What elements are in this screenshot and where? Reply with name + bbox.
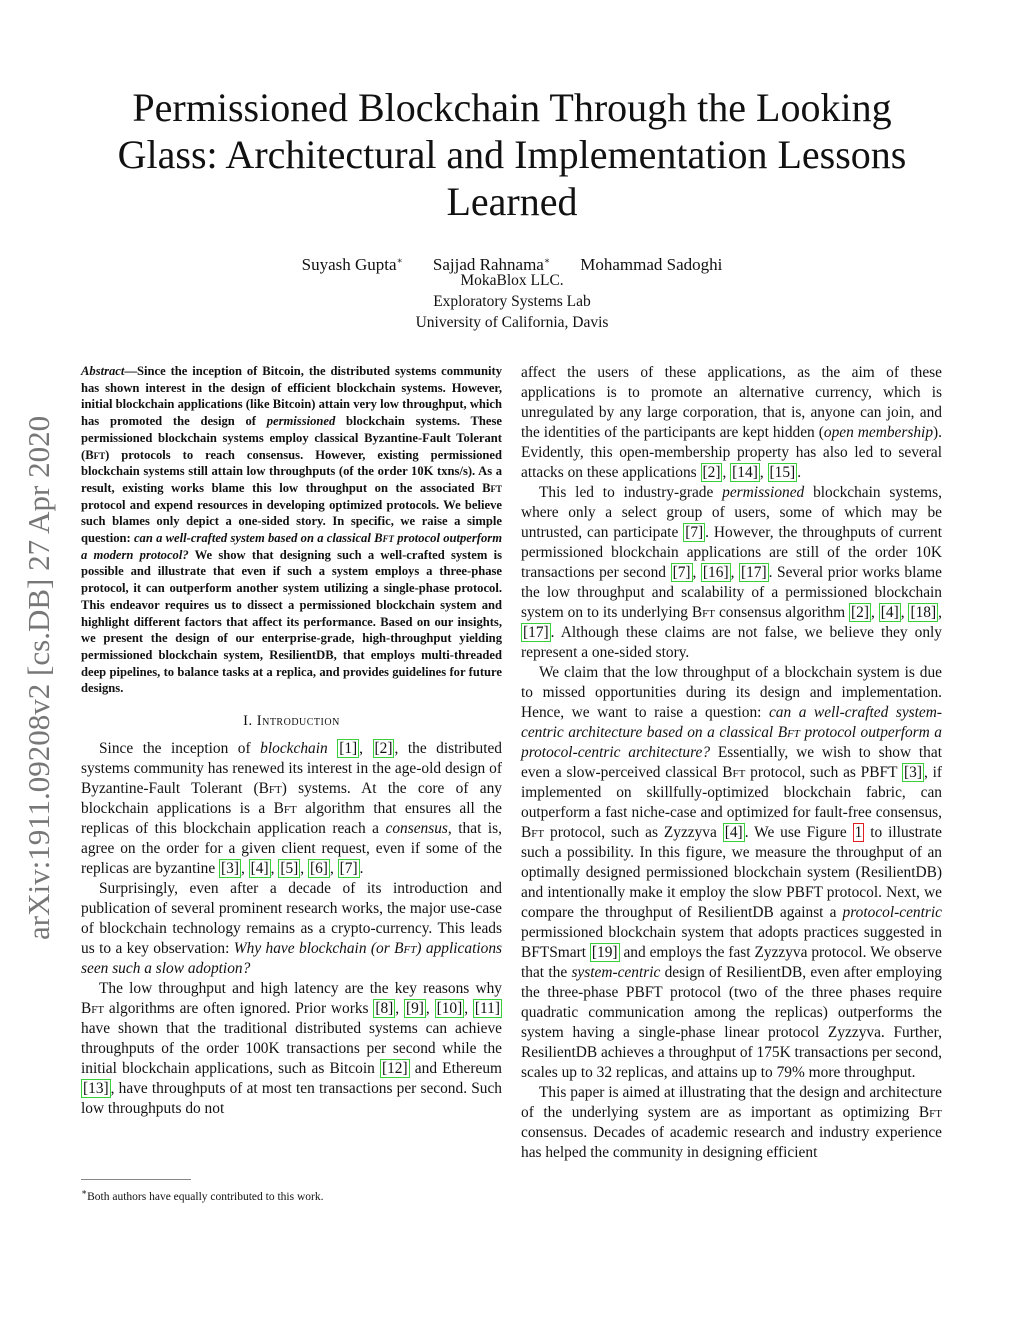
paragraph: This led to industry-grade permissioned blockchain systems, where only a select group of users, some of which may be untrusted, can participate [7] . However, the throughputs of current permissioned blockchain applications are still of the order 10K transactions per second [7] , [16] , [17] . Several prior works blame the low throughput and scalability of a permissioned blockchain system on to its underlying Bft consensus algorithm [2] , [4] , [18] , [17] . Although these claims are not false, we believe they only represent a one-sided story. <box>521 484 942 661</box>
author: Sajjad Rahnama∗ <box>432 254 550 274</box>
citation-link[interactable]: [13] <box>83 1080 109 1098</box>
paper-title: Permissioned Blockchain Through the Looking Glass: Architectural and Implementation Lessons Learned <box>117 85 907 224</box>
paragraph: Surprisingly, even after a decade of its introduction and publication of several prominent research works, the major use-case of blockchain technology remains as a crypto-currency. This leads us to a key observation: Why have blockchain (or Bft) applications seen such a slow adoption? <box>81 880 503 978</box>
citation-link[interactable]: [10] <box>436 1000 463 1018</box>
citation-link[interactable]: [9] <box>405 1000 424 1018</box>
citation-link[interactable]: [7] <box>339 860 358 878</box>
citation-link[interactable]: [5] <box>280 860 299 878</box>
citation-link[interactable]: [14] <box>732 464 758 481</box>
arxiv-stamp: arXiv:1911.09208v2 [cs.DB] 27 Apr 2020 <box>21 415 56 940</box>
section-heading: I. Introduction <box>243 713 340 730</box>
citation-link[interactable]: [8] <box>375 1000 394 1018</box>
paragraph: affect the users of these applications, as the aim of these applications is to promote an alternative currency, which is unregulated by any large corporation, that is, anyone can join, and the identities of the participants are kept hidden (open membership). Evidently, this open-membership property has also led to several attacks on these applications [2] , [14] , [15] . <box>521 364 942 481</box>
footnote-rule <box>81 1179 191 1180</box>
paragraph: We claim that the low throughput of a blockchain system is due to missed opportunities during its design and implementation. Hence, we want to raise a question: can a well-crafted system-centric architecture based on a classical Bft protocol outperform a protocol-centric architecture? Essentially, we wish to show that even a slow-perceived classical Bft protocol, such as PBFT [3] , if implemented on skillfully-optimized blockchain fabric, can outperform a fast niche-case and optimized for fault-free consensus, Bft protocol, such as Zyzzyva [4] . We use Figure 1 to illustrate such a possibility. In this figure, we measure the throughput of an optimally designed permissioned blockchain system (ResilientDB) and intentionally make it employ the slow PBFT protocol. Next, we compare the throughput of ResilientDB against a protocol-centric permissioned blockchain system that adopts practices suggested in BFTSmart [19] and employs the fast Zyzzyva protocol. We observe that the system-centric design of ResilientDB, even after employing the three-phase PBFT protocol (two of the three phases require quadratic communication among the replicas) outperforms the system having a single-phase linear protocol Zyzzyva. Further, ResilientDB achieves a throughput of 175K transactions per second, scales up to 32 replicas, and attains up to 79% more throughput. <box>521 664 943 1081</box>
citation-link[interactable]: [4] <box>880 604 899 621</box>
citation-link[interactable]: [11] <box>474 1000 500 1018</box>
paragraph: The low throughput and high latency are the key reasons why Bft algorithms are often ignored. Prior works [8] , [9] , [10] , [11] have shown that the traditional distributed systems can achieve throughputs of the order 100K transactions per second while the initial blockchain applications, such as Bitcoin [12] and Ethereum [13] , have throughputs of at most ten transactions per second. Such low throughputs do not <box>81 980 502 1118</box>
citation-link[interactable]: [2] <box>702 464 721 481</box>
citation-link[interactable]: [7] <box>672 564 691 581</box>
author: Mohammad Sadoghi <box>580 254 723 274</box>
citation-link[interactable]: [4] <box>724 824 743 841</box>
left-column <box>81 363 502 1119</box>
citation-link[interactable]: [4] <box>250 860 269 878</box>
affiliation: MokaBlox LLC. Exploratory Systems Lab University of California, Davis <box>415 272 609 331</box>
citation-link[interactable]: [6] <box>309 860 328 878</box>
citation-link[interactable]: [3] <box>904 764 922 781</box>
right-column <box>521 363 942 1163</box>
author: Suyash Gupta∗ <box>301 254 403 274</box>
citation-link[interactable]: [17] <box>523 624 549 641</box>
citation-link[interactable]: [16] <box>702 564 729 581</box>
citation-link[interactable]: [15] <box>769 464 796 481</box>
citation-link[interactable]: [18] <box>910 604 937 621</box>
citation-link[interactable]: [3] <box>221 860 239 878</box>
figure-link[interactable]: 1 <box>854 824 863 841</box>
citation-link[interactable]: [2] <box>374 740 393 758</box>
citation-link[interactable]: [7] <box>685 524 704 541</box>
abstract: Abstract—Since the inception of Bitcoin, the distributed systems community has shown interest in the design of efficient blockchain systems. However, initial blockchain applications (like Bitcoin) attain very low throughput, which has promoted the design of permissioned blockchain systems. These permissioned blockchain systems employ classical Byzantine-Fault Tolerant (Bft) protocols to reach consensus. However, existing permissioned blockchain systems still attain low throughputs (of the order 10K txns/s). As a result, existing works blame this low throughput on the associated Bft protocol and expend resources in developing optimized protocols. We believe such blames only depict a one-sided story. In specific, we raise a simple question: can a well-crafted system based on a classical Bft protocol outperform a modern protocol? We show that designing such a well-crafted system is possible and illustrate that even if such a system employs a three-phase protocol, it can outperform another system utilizing a single-phase protocol. This endeavor requires us to dissect a permissioned blockchain system and highlight different factors that affect its performance. Based on our insights, we present the design of our enterprise-grade, high-throughput yielding permissioned blockchain system, ResilientDB, that employs multi-threaded deep pipelines, to balance tasks at a replica, and provides guidelines for future designs. <box>81 364 503 696</box>
footnote: ∗Both authors have equally contributed to this work. <box>81 1187 324 1203</box>
citation-link[interactable]: [1] <box>339 740 358 758</box>
citation-link[interactable]: [19] <box>591 944 618 961</box>
citation-link[interactable]: [12] <box>381 1060 408 1078</box>
citation-link[interactable]: [17] <box>740 564 767 581</box>
paragraph: Since the inception of blockchain [1] , [2] , the distributed systems community has renewed its interest in the age-old design of Byzantine-Fault Tolerant (Bft) systems. At the core of any blockchain applications is a Bft algorithm that ensures all the replicas of this blockchain application reach a consensus, that is, agree on the order for a given client request, even if some of the replicas are byzantine [3] , [4] , [5] , [6] , [7] . <box>81 740 502 878</box>
paragraph: This paper is aimed at illustrating that the design and architecture of the underlying system are as important as optimizing Bft consensus. Decades of academic research and industry experience has helped the community in designing efficient <box>521 1084 942 1161</box>
citation-link[interactable]: [2] <box>851 604 869 621</box>
